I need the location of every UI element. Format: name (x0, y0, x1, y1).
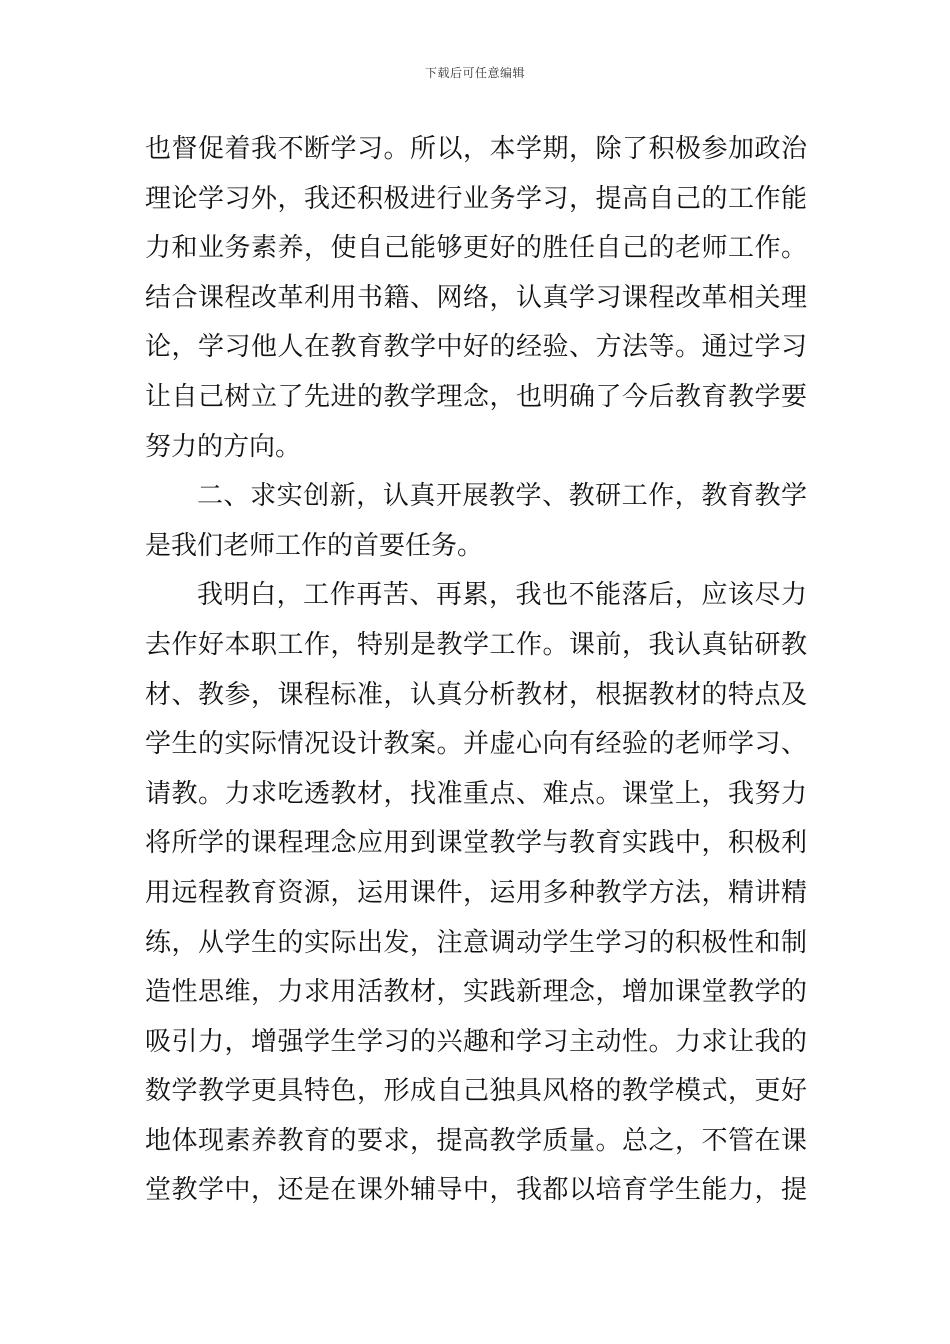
text-line: 材、教参，课程标准，认真分析教材，根据教材的特点及 (145, 679, 807, 710)
text-line: 结合课程改革利用书籍、网络，认真学习课程改革相关理 (145, 282, 807, 313)
text-line: 学生的实际情况设计教案。并虚心向有经验的老师学习、 (145, 729, 807, 760)
page-header: 下载后可任意编辑 (424, 66, 525, 80)
text-line: 数学教学更具特色，形成自己独具风格的教学模式，更好 (145, 1076, 807, 1107)
text-line: 去作好本职工作，特别是教学工作。课前，我认真钻研教 (145, 629, 807, 660)
text-line: 是我们老师工作的首要任务。 (145, 530, 484, 561)
text-line: 吸引力，增强学生学习的兴趣和学习主动性。力求让我的 (145, 1026, 807, 1057)
text-line: 我明白，工作再苦、再累，我也不能落后，应该尽力 (197, 580, 807, 611)
text-line: 努力的方向。 (145, 431, 302, 462)
text-line: 堂教学中，还是在课外辅导中，我都以培育学生能力，提 (145, 1175, 807, 1206)
text-line: 用远程教育资源，运用课件，运用多种教学方法，精讲精 (145, 877, 807, 908)
document-body (145, 125, 807, 1216)
text-line: 地体现素养教育的要求，提高教学质量。总之，不管在课 (145, 1125, 807, 1156)
text-line: 论，学习他人在教育教学中好的经验、方法等。通过学习 (145, 332, 807, 363)
text-line: 力和业务素养，使自己能够更好的胜任自己的老师工作。 (145, 233, 807, 264)
text-line: 造性思维，力求用活教材，实践新理念，增加课堂教学的 (145, 977, 807, 1008)
text-line: 练，从学生的实际出发，注意调动学生学习的积极性和制 (145, 927, 807, 958)
text-line: 让自己树立了先进的教学理念，也明确了今后教育教学要 (145, 381, 807, 412)
text-line: 二、求实创新，认真开展教学、教研工作，教育教学 (197, 481, 807, 512)
text-line: 理论学习外，我还积极进行业务学习，提高自己的工作能 (145, 183, 807, 214)
text-line: 也督促着我不断学习。所以，本学期，除了积极参加政治 (145, 134, 807, 164)
text-line: 请教。力求吃透教材，找准重点、难点。课堂上，我努力 (145, 778, 807, 809)
text-line: 将所学的课程理念应用到课堂教学与教育实践中，积极利 (145, 828, 807, 859)
